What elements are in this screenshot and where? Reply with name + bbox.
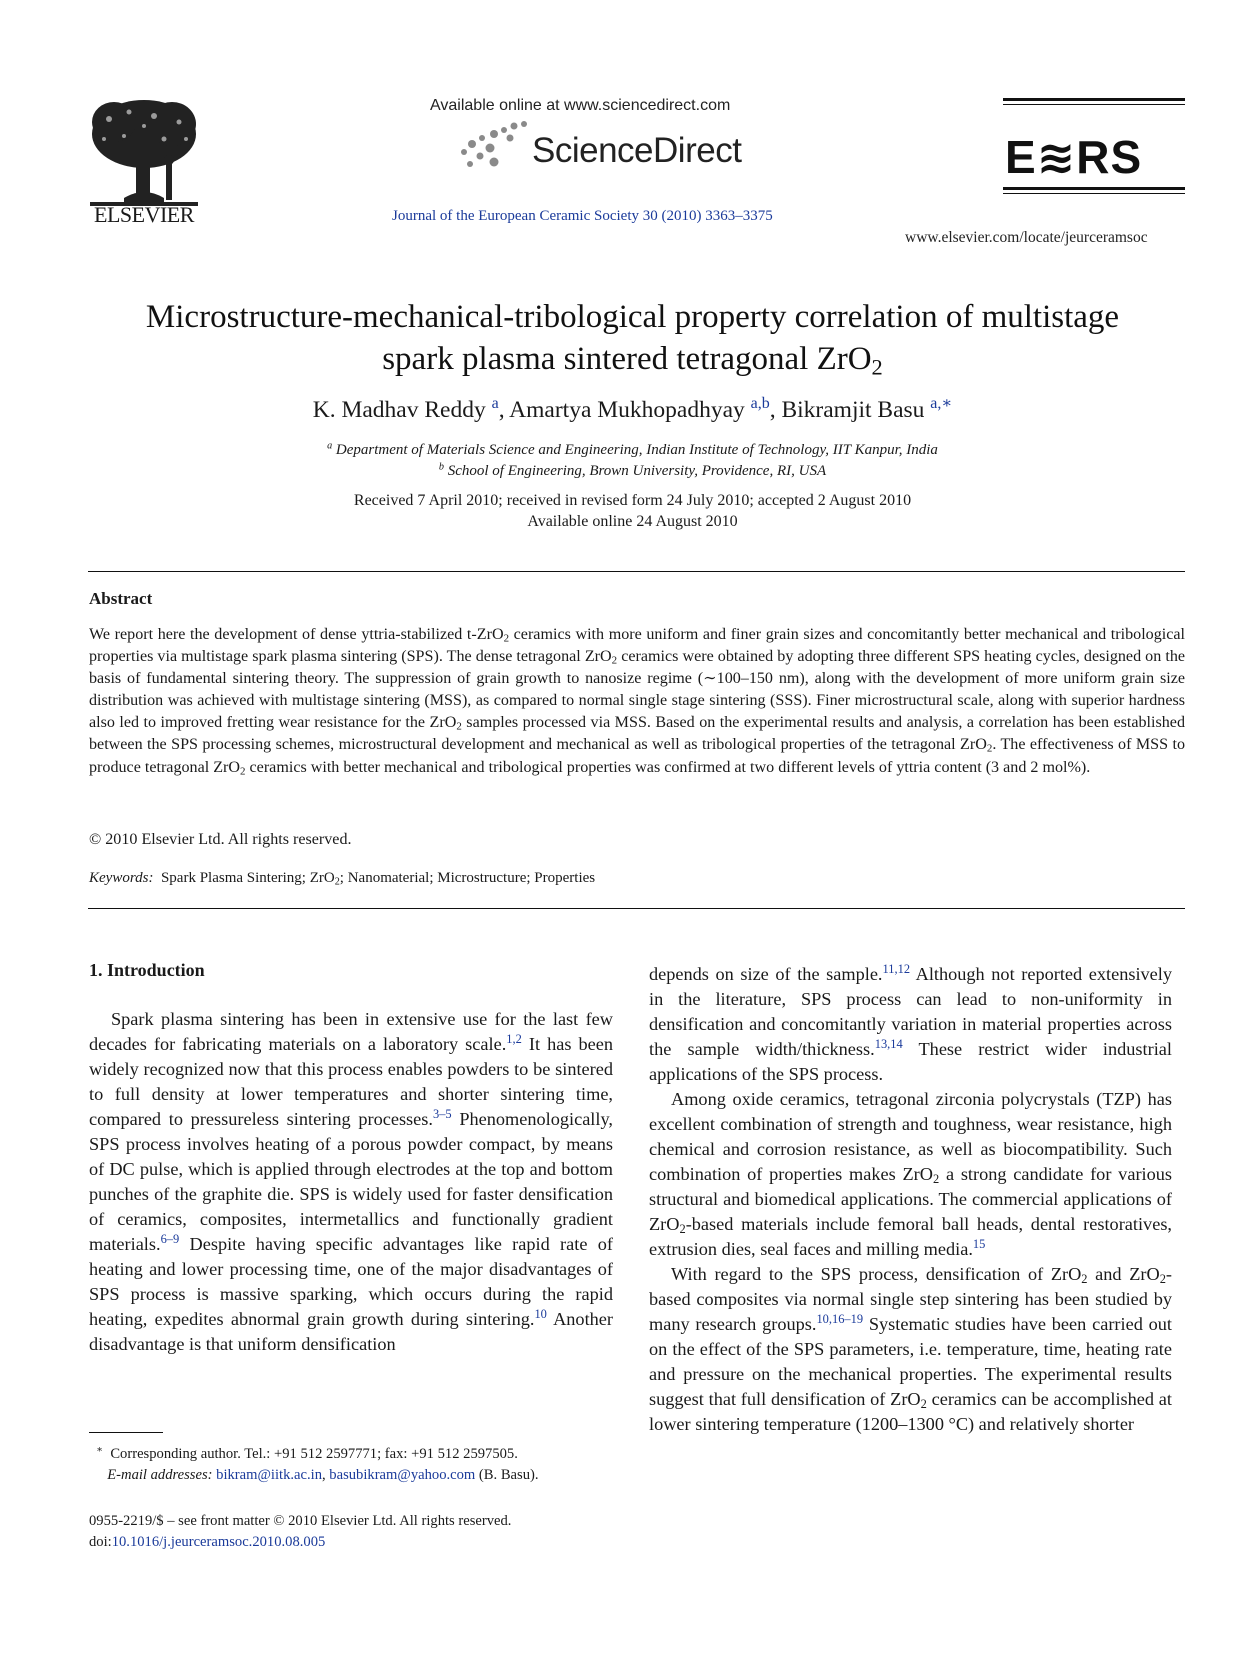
sciencedirect-dots-icon: [460, 120, 534, 170]
citation-link[interactable]: 11,12: [882, 962, 911, 977]
abstract-bottom-rule: [88, 908, 1185, 909]
abstract-top-rule: [88, 571, 1185, 572]
society-logo-rule: [1003, 98, 1185, 101]
affiliation-text: Department of Materials Science and Engineering, Indian Institute of Technology, IIT Kanpur, India: [335, 442, 938, 458]
citation-link[interactable]: 1,2: [506, 1032, 522, 1047]
keywords-list: Spark Plasma Sintering; ZrO$_2$; Nanomaterial; Microstructure; Properties: [160, 870, 596, 888]
title-line-2: [80, 338, 1185, 380]
author-separator: ,: [769, 397, 782, 423]
citation-link[interactable]: 13,14: [874, 1037, 903, 1052]
author-affiliation-mark[interactable]: a,b: [750, 395, 770, 413]
available-online-date: Available online 24 August 2010: [527, 513, 738, 530]
footnote-mark: ∗: [96, 1444, 104, 1456]
corresponding-author-text: Corresponding author. Tel.: +91 512 2597771; fax: +91 512 2597505.: [110, 1446, 518, 1462]
footnote-line: E-mail addresses: bikram@iitk.ac.in, basubikram@yahoo.com (B. Basu).: [107, 1467, 539, 1483]
author-name: Amartya Mukhopadhyay: [509, 397, 745, 423]
author-name: K. Madhav Reddy: [312, 397, 486, 423]
abstract-copyright: © 2010 Elsevier Ltd. All rights reserved.: [89, 831, 352, 848]
body-paragraph: Spark plasma sintering has been in extensive use for the last few decades for fabricating materials on a laboratory scale.$^{1,2}$ It has been widely recognized now that this process enables powders to be sintered to full density at lower temperatures and shorter sintering time, compared to pressureless sintering processes.$^{3-5}$ Phenomenologically, SPS process involves heating of a porous powder compact, by means of DC pulse, which is applied through electrodes at the top and bottom punches of the graphite die. SPS is widely used for faster densification of ceramics, composites, intermetallics and functionally gradient materials.$^{6-9}$ Despite having specific advantages like rapid rate of heating and lower processing time, one of the major disadvantages of SPS process is massive sparking, which occurs during the rapid heating, expedites abnormal grain growth during sintering.$^{10}$ Another disadvantage is that uniform densification: [89, 1009, 614, 1354]
citation-link[interactable]: 15: [972, 1237, 986, 1252]
abstract-body: We report here the development of dense yttria-stabilized t-ZrO$_2$ ceramics with more uniform and finer grain sizes and concomitantly better mechanical and tribological properties via multistage spark plasma sintering (SPS). The dense tetragonal ZrO$_2$ ceramics were obtained by adopting three different SPS heating cycles, designed on the basis of fundamental sintering theory. The suppression of grain growth to nanosize regime (∼100–150 nm), along with the development of more uniform grain size distribution was achieved with multistage sintering (MSS), as compared to normal single stage sintering (SSS). Finer microstructural scale, along with superior hardness also led to improved fretting wear resistance for the ZrO$_2$ samples processed via MSS. Based on the experimental results and analysis, a correlation has been established between the SPS processing schemes, microstructural development and mechanical as well as tribological properties of the tetragonal ZrO$_2$. The effectiveness of MSS to produce tetragonal ZrO$_2$ ceramics with better mechanical and tribological properties was confirmed at two different levels of yttria content (3 and 2 mol%).: [89, 626, 1186, 778]
email-link[interactable]: basubikram@yahoo.com: [329, 1467, 476, 1483]
journal-homepage-url: www.elsevier.com/locate/jeurceramsoc: [905, 229, 1148, 246]
available-online-text: Available online at www.sciencedirect.com: [430, 97, 731, 114]
ecers-society-logo: E≋RS: [1005, 131, 1143, 183]
email-label: E-mail addresses:: [107, 1467, 213, 1483]
doi-label: doi:: [89, 1534, 112, 1550]
title-line-1: Microstructure-mechanical-tribological property correlation of multistage: [145, 299, 1120, 335]
body-paragraph: depends on size of the sample.$^{11,12}$ Although not reported extensively in the literature, SPS process can lead to non-uniformity in densification and concomitantly variation in material properties across the sample width/thickness.$^{13,14}$ These restrict wider industrial applications of the SPS process.: [649, 962, 1173, 1084]
society-logo-rule: [1003, 193, 1185, 194]
doi-link[interactable]: 10.1016/j.jeurceramsoc.2010.08.005: [111, 1534, 326, 1550]
affiliation-mark: b: [438, 461, 444, 473]
corresponding-author-footnote: [89, 1444, 649, 1486]
issn-line: 0955-2219/$ – see front matter © 2010 Elsevier Ltd. All rights reserved.: [89, 1513, 512, 1529]
body-paragraph: Among oxide ceramics, tetragonal zirconia polycrystals (TZP) has excellent combination of strength and toughness, wear resistance, high chemical and corrosion resistance, as well as biocompatibility. Such combination of properties makes ZrO$_2$ a strong candidate for various structural and biomedical applications. The commercial applications of ZrO$_2$-based materials include femoral ball heads, dental restoratives, extrusion dies, seal faces and milling media.$^{15}$: [649, 1089, 1173, 1259]
email-suffix: (B. Basu).: [478, 1467, 539, 1483]
author-name: Bikramjit Basu: [781, 397, 925, 423]
citation-link[interactable]: 10,16–19: [816, 1312, 864, 1327]
society-logo-rule: [1003, 104, 1185, 105]
title-subscript: 2: [871, 354, 883, 380]
keywords-line: [89, 870, 595, 887]
email-link[interactable]: bikram@iitk.ac.in: [216, 1467, 322, 1483]
body-column-left: [89, 1007, 613, 1357]
footnote-line: [89, 1444, 649, 1465]
received-dates: Received 7 April 2010; received in revised form 24 July 2010; accepted 2 August 2010: [353, 492, 912, 509]
front-matter: [89, 1511, 511, 1553]
author-affiliation-mark[interactable]: a,∗: [930, 395, 953, 413]
affiliation-text: School of Engineering, Brown University, Providence, RI, USA: [447, 463, 827, 479]
article-title: [80, 296, 1185, 380]
author-separator: ,: [498, 397, 510, 423]
doi-line: [89, 1532, 511, 1553]
sciencedirect-wordmark: ScienceDirect: [532, 131, 742, 170]
citation-link[interactable]: 3–5: [432, 1107, 452, 1122]
footnote-rule: [89, 1432, 163, 1433]
journal-reference-link[interactable]: Journal of the European Ceramic Society 30 (2010) 3363–3375: [392, 208, 773, 224]
author-affiliation-mark[interactable]: a: [491, 395, 499, 413]
citation-link[interactable]: 6–9: [160, 1232, 180, 1247]
elsevier-wordmark: ELSEVIER: [94, 202, 194, 227]
keywords-label: Keywords:: [89, 870, 154, 886]
society-logo-rule: [1003, 187, 1185, 190]
section-heading-introduction: 1. Introduction: [89, 960, 205, 980]
affiliation-a: [80, 442, 1185, 459]
body-paragraph: With regard to the SPS process, densification of ZrO$_2$ and ZrO$_2$-based composites via normal single step sintering has been studied by many research groups.$^{10,16-19}$ Systematic studies have been carried out on the effect of the SPS parameters, i.e. temperature, time, heating rate and pressure on the mechanical properties. The experimental results suggest that full densification of ZrO$_2$ ceramics can be accomplished at lower sintering temperature (1200–1300 °C) and relatively shorter: [649, 1264, 1172, 1434]
body-column-right: [649, 962, 1172, 1437]
title-line-2-text: spark plasma sintered tetragonal ZrO: [382, 341, 872, 377]
affiliation-mark: a: [327, 440, 333, 452]
abstract-heading: Abstract: [89, 589, 153, 608]
citation-link[interactable]: 10: [534, 1307, 547, 1322]
author-list: [80, 397, 1185, 424]
affiliation-b: [80, 463, 1185, 480]
